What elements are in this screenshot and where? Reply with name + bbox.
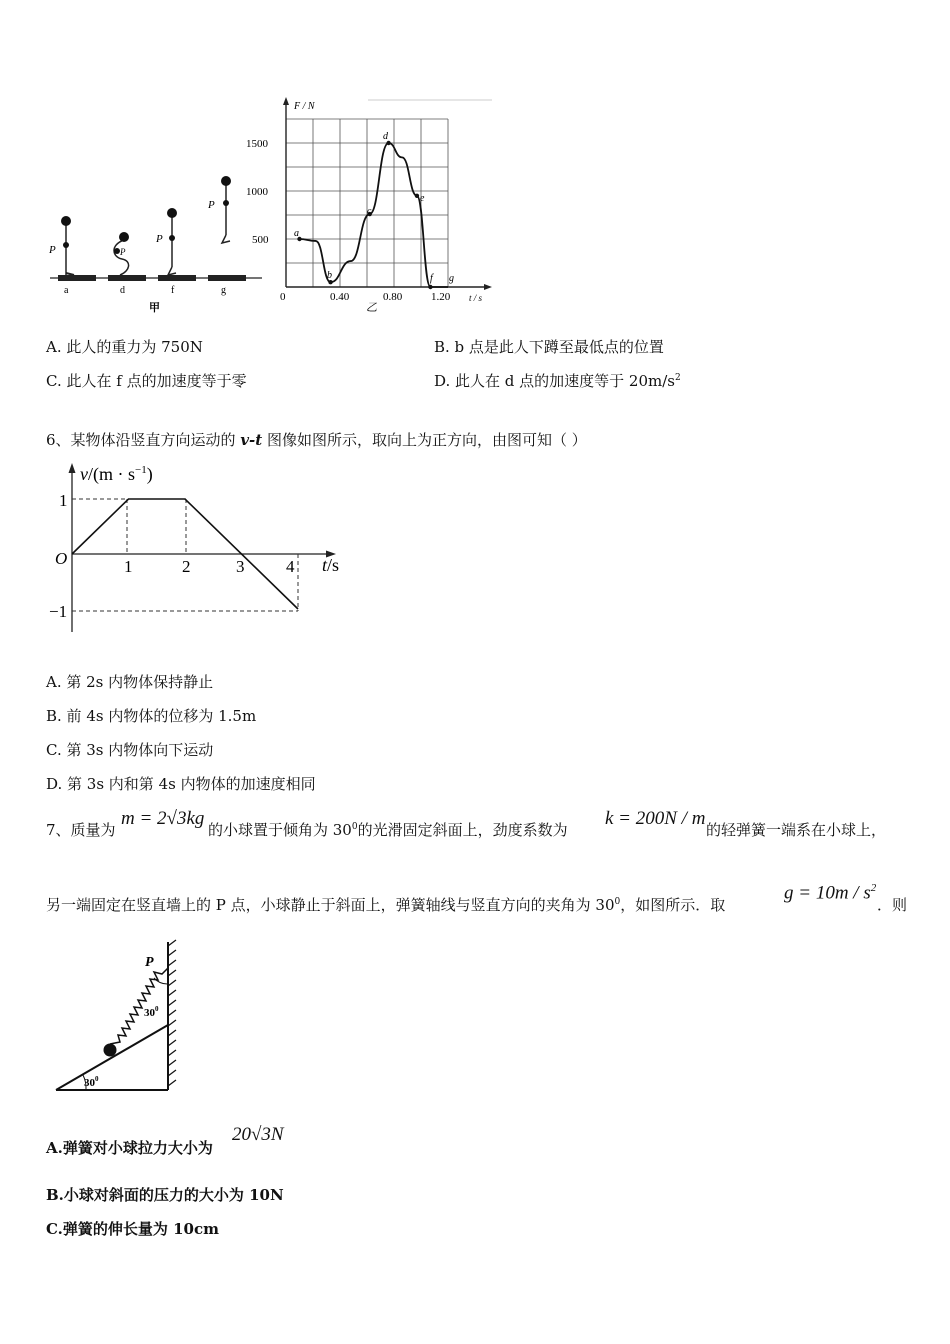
label-angle-top: $30^0$: [144, 1005, 159, 1019]
point-label-e: e: [420, 193, 425, 204]
caption-left: 甲: [149, 302, 160, 314]
p-label-d: P: [120, 247, 126, 257]
point-label-c: c: [367, 206, 372, 217]
person-label-f: f: [171, 285, 175, 296]
q7-stem-line1-b-text: 的小球置于倾角为 30: [208, 821, 352, 839]
q6-option-c: C. 第 3s 内物体向下运动: [46, 741, 214, 759]
q7-g-exp: 2: [870, 882, 877, 894]
vt-xtick-3: 3: [236, 557, 245, 576]
vt-origin: O: [55, 549, 68, 568]
graph-x-label: t / s: [469, 293, 483, 303]
q7-k-formula: k = 200N / m: [605, 808, 706, 829]
q7-option-a-formula: 20√3N: [232, 1124, 284, 1145]
q7-stem-line2-c: ．则: [877, 896, 908, 914]
person-label-a: a: [64, 285, 69, 296]
q7-option-a: A.弹簧对小球拉力大小为: [46, 1139, 213, 1157]
incline-spring-figure: [48, 936, 188, 1098]
q5-option-c: C. 此人在 f 点的加速度等于零: [46, 372, 247, 390]
q6-stem-post: 图像如图所示，取向上为正方向，由图可知（ ）: [262, 431, 587, 449]
vt-xtick-2: 2: [182, 557, 191, 576]
q7-stem-line2-a: [46, 894, 725, 915]
ytick-1500: 1500: [246, 138, 268, 150]
person-label-d: d: [120, 285, 125, 296]
q7-stem-line2-a-text: 另一端固定在竖直墙上的 P 点，小球静止于斜面上，弹簧轴线与竖直方向的夹角为 30: [46, 896, 615, 914]
point-label-a: a: [294, 228, 299, 239]
ytick-1000: 1000: [246, 186, 268, 198]
q7-option-b: B.小球对斜面的压力的大小为 10N: [46, 1186, 284, 1204]
q5-option-d: [434, 370, 681, 391]
xtick-040: 0.40: [330, 291, 350, 303]
vt-xtick-1: 1: [124, 557, 133, 576]
vt-graph: [40, 458, 360, 638]
vt-ytick-1: 1: [59, 491, 68, 510]
q7-stem-line1-a: 7、质量为: [46, 821, 116, 839]
q6-stem: [46, 429, 587, 450]
label-p: P: [145, 955, 154, 970]
q6-option-a: A. 第 2s 内物体保持静止: [46, 673, 214, 691]
vt-ytick-neg1: −1: [49, 602, 68, 621]
graph-y-label: F / N: [294, 101, 315, 112]
ball: [104, 1044, 117, 1057]
q7-deg-1: 0: [351, 822, 358, 832]
point-label-g: g: [449, 273, 454, 284]
xtick-080: 0.80: [383, 291, 403, 303]
q7-g-formula-text: g = 10m / s: [784, 882, 871, 904]
q7-stem-line1-d: 的轻弹簧一端系在小球上，: [706, 821, 887, 839]
p-label-g: P: [208, 199, 215, 211]
q6-stem-pre: 6、某物体沿竖直方向运动的: [46, 431, 241, 449]
force-point-4: [415, 194, 419, 198]
person-f-figure: [158, 208, 196, 281]
point-label-f: f: [430, 273, 433, 284]
point-label-d: d: [383, 131, 388, 142]
incline-surface: [56, 1025, 168, 1090]
q7-stem-line1-c-text: 的光滑固定斜面上，劲度系数为: [357, 821, 568, 839]
xtick-120: 1.20: [431, 291, 451, 303]
q5-option-d-text: D. 此人在 d 点的加速度等于 20m/s: [434, 372, 675, 390]
vt-x-label: t/s: [322, 555, 340, 575]
q7-stem-line2-b-text: ，如图所示．取: [620, 896, 726, 914]
q6-option-d: D. 第 3s 内和第 4s 内物体的加速度相同: [46, 775, 316, 793]
person-d-figure: [108, 232, 146, 281]
person-g-figure: [208, 176, 246, 281]
label-angle-bottom: $30^0$: [84, 1075, 99, 1089]
spring: [110, 968, 168, 1044]
wall-hatch: [168, 940, 176, 1086]
force-point-5: [428, 285, 432, 289]
p-label-f: P: [156, 233, 163, 245]
q5-option-d-sup: 2: [675, 373, 681, 383]
force-time-figure: [40, 95, 500, 315]
q7-option-c: C.弹簧的伸长量为 10cm: [46, 1220, 219, 1238]
q7-deg-2: 0: [614, 897, 621, 907]
q6-stem-var: v-t: [240, 431, 263, 449]
person-a-figure: [58, 216, 96, 281]
point-label-b: b: [327, 270, 332, 281]
q5-option-a: A. 此人的重力为 750N: [46, 338, 203, 356]
q7-g-formula: [784, 882, 876, 904]
vt-xtick-4: 4: [286, 557, 295, 576]
q7-stem-line1-b: [208, 819, 568, 840]
q5-option-b: B. b 点是此人下蹲至最低点的位置: [434, 338, 664, 356]
vt-y-label: $v/(m \cdot s^{-1})$: [80, 464, 153, 484]
q7-mass-formula: m = 2√3kg: [121, 808, 205, 829]
caption-right: 乙: [366, 302, 377, 314]
p-label-a: P: [49, 244, 56, 256]
person-label-g: g: [221, 285, 226, 296]
q6-option-b: B. 前 4s 内物体的位移为 1.5m: [46, 707, 257, 725]
vt-dashed-guides: [72, 499, 298, 611]
xtick-0: 0: [280, 291, 286, 303]
ytick-500: 500: [252, 234, 269, 246]
